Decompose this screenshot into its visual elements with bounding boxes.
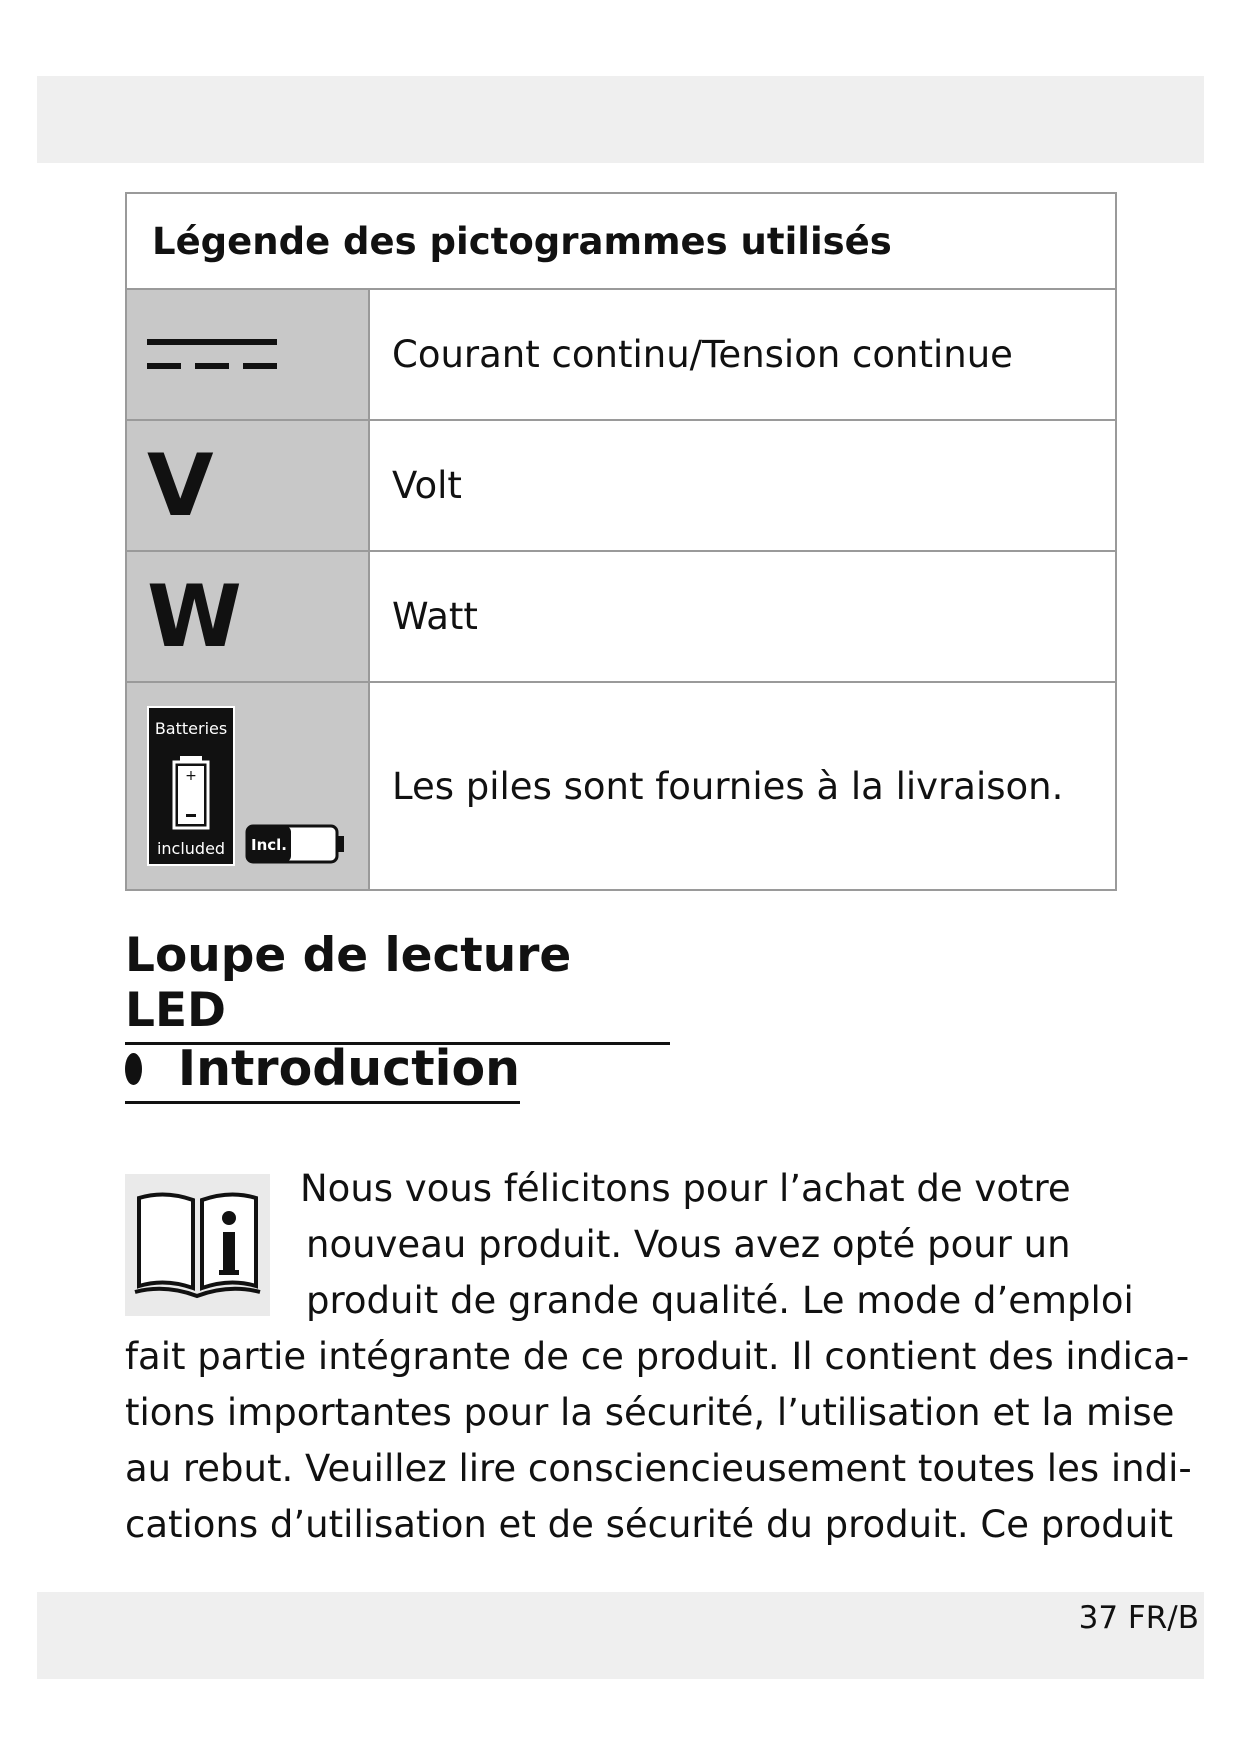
intro-line: tions importantes pour la sécurité, l’utilisation et la mise <box>125 1391 1175 1434</box>
volt-glyph: V <box>147 435 214 536</box>
badge-top-text: Batteries <box>154 719 228 738</box>
direct-current-icon <box>127 290 370 419</box>
page-number: 37 FR/B <box>1078 1600 1199 1636</box>
header-band <box>37 76 1204 163</box>
product-title: Loupe de lecture LED <box>125 928 670 1045</box>
section-title: Introduction <box>177 1040 520 1097</box>
legend-row <box>127 552 1115 683</box>
volt-icon <box>127 421 370 550</box>
legend-text: Volt <box>392 464 462 507</box>
manual-info-icon <box>125 1174 270 1316</box>
legend-row <box>127 683 1115 889</box>
intro-line: nouveau produit. Vous avez opté pour un <box>306 1223 1071 1266</box>
intro-line: produit de grande qualité. Le mode d’emploi <box>306 1279 1134 1322</box>
legend-row <box>127 421 1115 552</box>
legend-text: Courant continu/Tension continue <box>392 333 1013 376</box>
watt-glyph: W <box>147 566 242 667</box>
badge-bottom-text: included <box>156 839 226 858</box>
watt-icon <box>127 552 370 681</box>
bullet-icon <box>125 1053 142 1085</box>
footer-band <box>37 1592 1204 1679</box>
intro-line: cations d’utilisation et de sécurité du produit. Ce produit <box>125 1503 1174 1546</box>
intro-line: fait partie intégrante de ce produit. Il contient des indica- <box>125 1335 1190 1378</box>
section-heading-introduction <box>125 1040 520 1104</box>
svg-text:+: + <box>185 768 197 784</box>
pictogram-legend-table <box>125 192 1117 891</box>
batteries-included-icon <box>127 683 370 889</box>
badge-incl-text: Incl. <box>251 836 287 854</box>
intro-line: au rebut. Veuillez lire consciencieusement toutes les indi- <box>125 1447 1192 1490</box>
legend-text: Les piles sont fournies à la livraison. <box>392 764 1064 808</box>
legend-text: Watt <box>392 595 478 638</box>
legend-row <box>127 290 1115 421</box>
legend-title: Légende des pictogrammes utilisés <box>127 194 1115 290</box>
intro-line: Nous vous félicitons pour l’achat de votre <box>300 1167 1071 1210</box>
